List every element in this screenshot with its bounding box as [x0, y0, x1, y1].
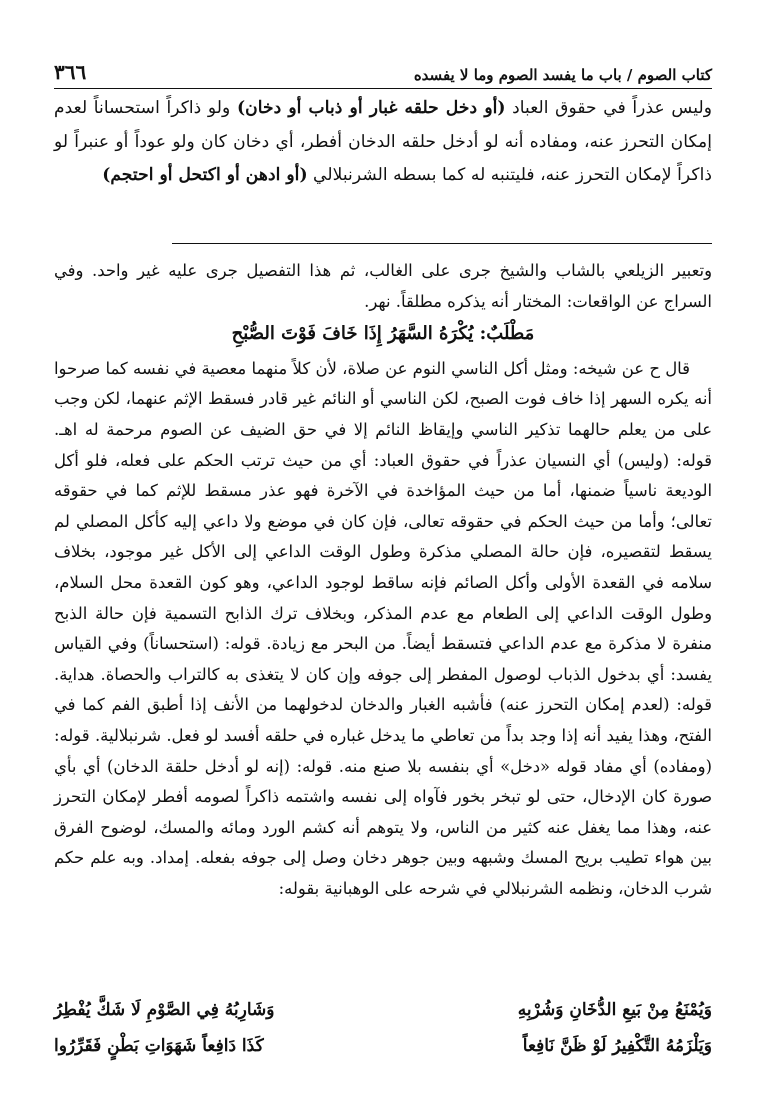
section-subheading: مَطْلَبٌ: يُكْرَهُ السَّهَرُ إِذَا خَافَ فَوْتَ الصُّبْحِ — [231, 323, 535, 345]
running-title: كتاب الصوم / باب ما يفسد الصوم وما لا يفسده — [413, 66, 712, 84]
verse-hemistich-right: وَيَلْزَمُهُ التَّكْفِيرُ لَوْ ظَنَّ نَافِعاً — [522, 1036, 712, 1056]
main-text-bold-segment: (أو ادهن أو اكتحل أو احتجم) — [102, 165, 308, 185]
main-text-block — [54, 92, 712, 193]
main-text-segment: ولو ذاكراً استحساناً لعدم إمكان التحرز عنه، ومفاده أنه لو أدخل حلقه الدخان أفطر، أي دخان كان ولو عوداً أو عنبراً لو ذاكراً لإمكان التحرز عنه، فليتنبه له كما بسطه الشرنبلالي — [54, 98, 712, 185]
commentary-paragraph: وتعبير الزيلعي بالشاب والشيخ جرى على الغالب، ثم هذا التفصيل جرى عليه غير واحد. وفي السراج عن الواقعات: المختار أنه يذكره مطلقاً. نهر. — [54, 261, 712, 311]
page-number: ٣٦٦ — [54, 60, 87, 84]
commentary-block — [54, 256, 712, 904]
verse-hemistich-left: وَشَارِبُهُ فِي الصَّوْمِ لَا شَكَّ يُفْطِرُ — [54, 1000, 275, 1020]
main-text-segment: وليس عذراً في حقوق العباد — [505, 98, 712, 118]
verse-hemistich-right: وَيُمْنَعُ مِنْ بَيعِ الدُّخَانِ وَشُرْبِهِ — [517, 1000, 712, 1020]
main-text-bold-segment: (أو دخل حلقه غبار أو ذباب أو دخان) — [236, 98, 506, 118]
verse-hemistich-left: كَذَا دَافِعاً شَهَوَاتِ بَطْنٍ فَقَرِّرُوا — [54, 1036, 264, 1056]
page-header — [54, 58, 712, 89]
commentary-paragraph: قال ح عن شيخه: ومثل أكل الناسي النوم عن صلاة، لأن كلاً منهما معصية في نفسه كما صرحوا أنه يكره السهر إذا خاف فوت الصبح، لكن الناسي أو النائم غير قادر فسقط الإثم عنهما، لكن وجب على من يعلم حالهما تذكير الناسي وإيقاظ النائم إلا في حق الضيف عن الصوم مرحمة له اهـ. قوله: (وليس) أي النسيان عذراً في حقوق العباد: أي من حيث ترتب الحكم على فعله، فلو أكل الوديعة ناسياً ضمنها، أما من حيث المؤاخدة في الآخرة فهو عذر مسقط للإثم كما في حقوقه تعالى؛ وأما من حيث الحكم في حقوقه تعالى، فإن كان في موضع ولا داعي إليه كأكل المصلي لم يسقط لتقصيره، فإن حالة المصلي مذكرة وطول الوقت الداعي إلى الأكل غير موجود، بخلاف سلامه في القعدة الأولى وأكل الصائم فإنه ساقط لوجود الداعي، وهو كون القعدة محل السلام، وطول الوقت الداعي إلى الطعام مع عدم المذكر، وبخلاف ترك الذابح التسمية فإن حالة الذبح منفرة لا مذكرة مع عدم الداعي فتسقط أيضاً. من البحر مع زيادة. قوله: (استحساناً) وفي القياس يفسد: أي بدخول الذباب لوصول المفطر إلى جوفه وإن كان لا يتغذى به كالتراب والحصاة. هداية. قوله: (لعدم إمكان التحرز عنه) فأشبه الغبار والدخان لدخولهما من الأنف إذا أطبق الفم كما في الفتح، وهذا يفيد أنه إذا وجد بداً من تعاطي ما يدخل غباره في حلقه أفسد لو فعل. شرنبلالية. قوله: (ومفاده) أي مفاد قوله «دخل» أي بنفسه بلا صنع منه. قوله: (إنه لو أدخل حلقة الدخان) أي بأي صورة كان الإدخال، حتى لو تبخر بخور فآواه إلى نفسه واشتمه ذاكراً لصومه أفطر لإمكان التحرز عنه، وهذا مما يغفل عنه كثير من الناس، ولا يتوهم أنه كشم الورد ومائه والمسك، لوضوح الفرق بين هواء تطيب بريح المسك وشبهه وبين جوهر دخان وصل إلى جوفه بفعله. إمداد. وبه علم حكم شرب الدخان، ونظمه الشرنبلالي في شرحه على الوهبانية بقوله: — [54, 358, 712, 898]
verse-line — [54, 1000, 712, 1020]
verse-line — [54, 1036, 712, 1056]
footnote-divider — [172, 243, 712, 244]
